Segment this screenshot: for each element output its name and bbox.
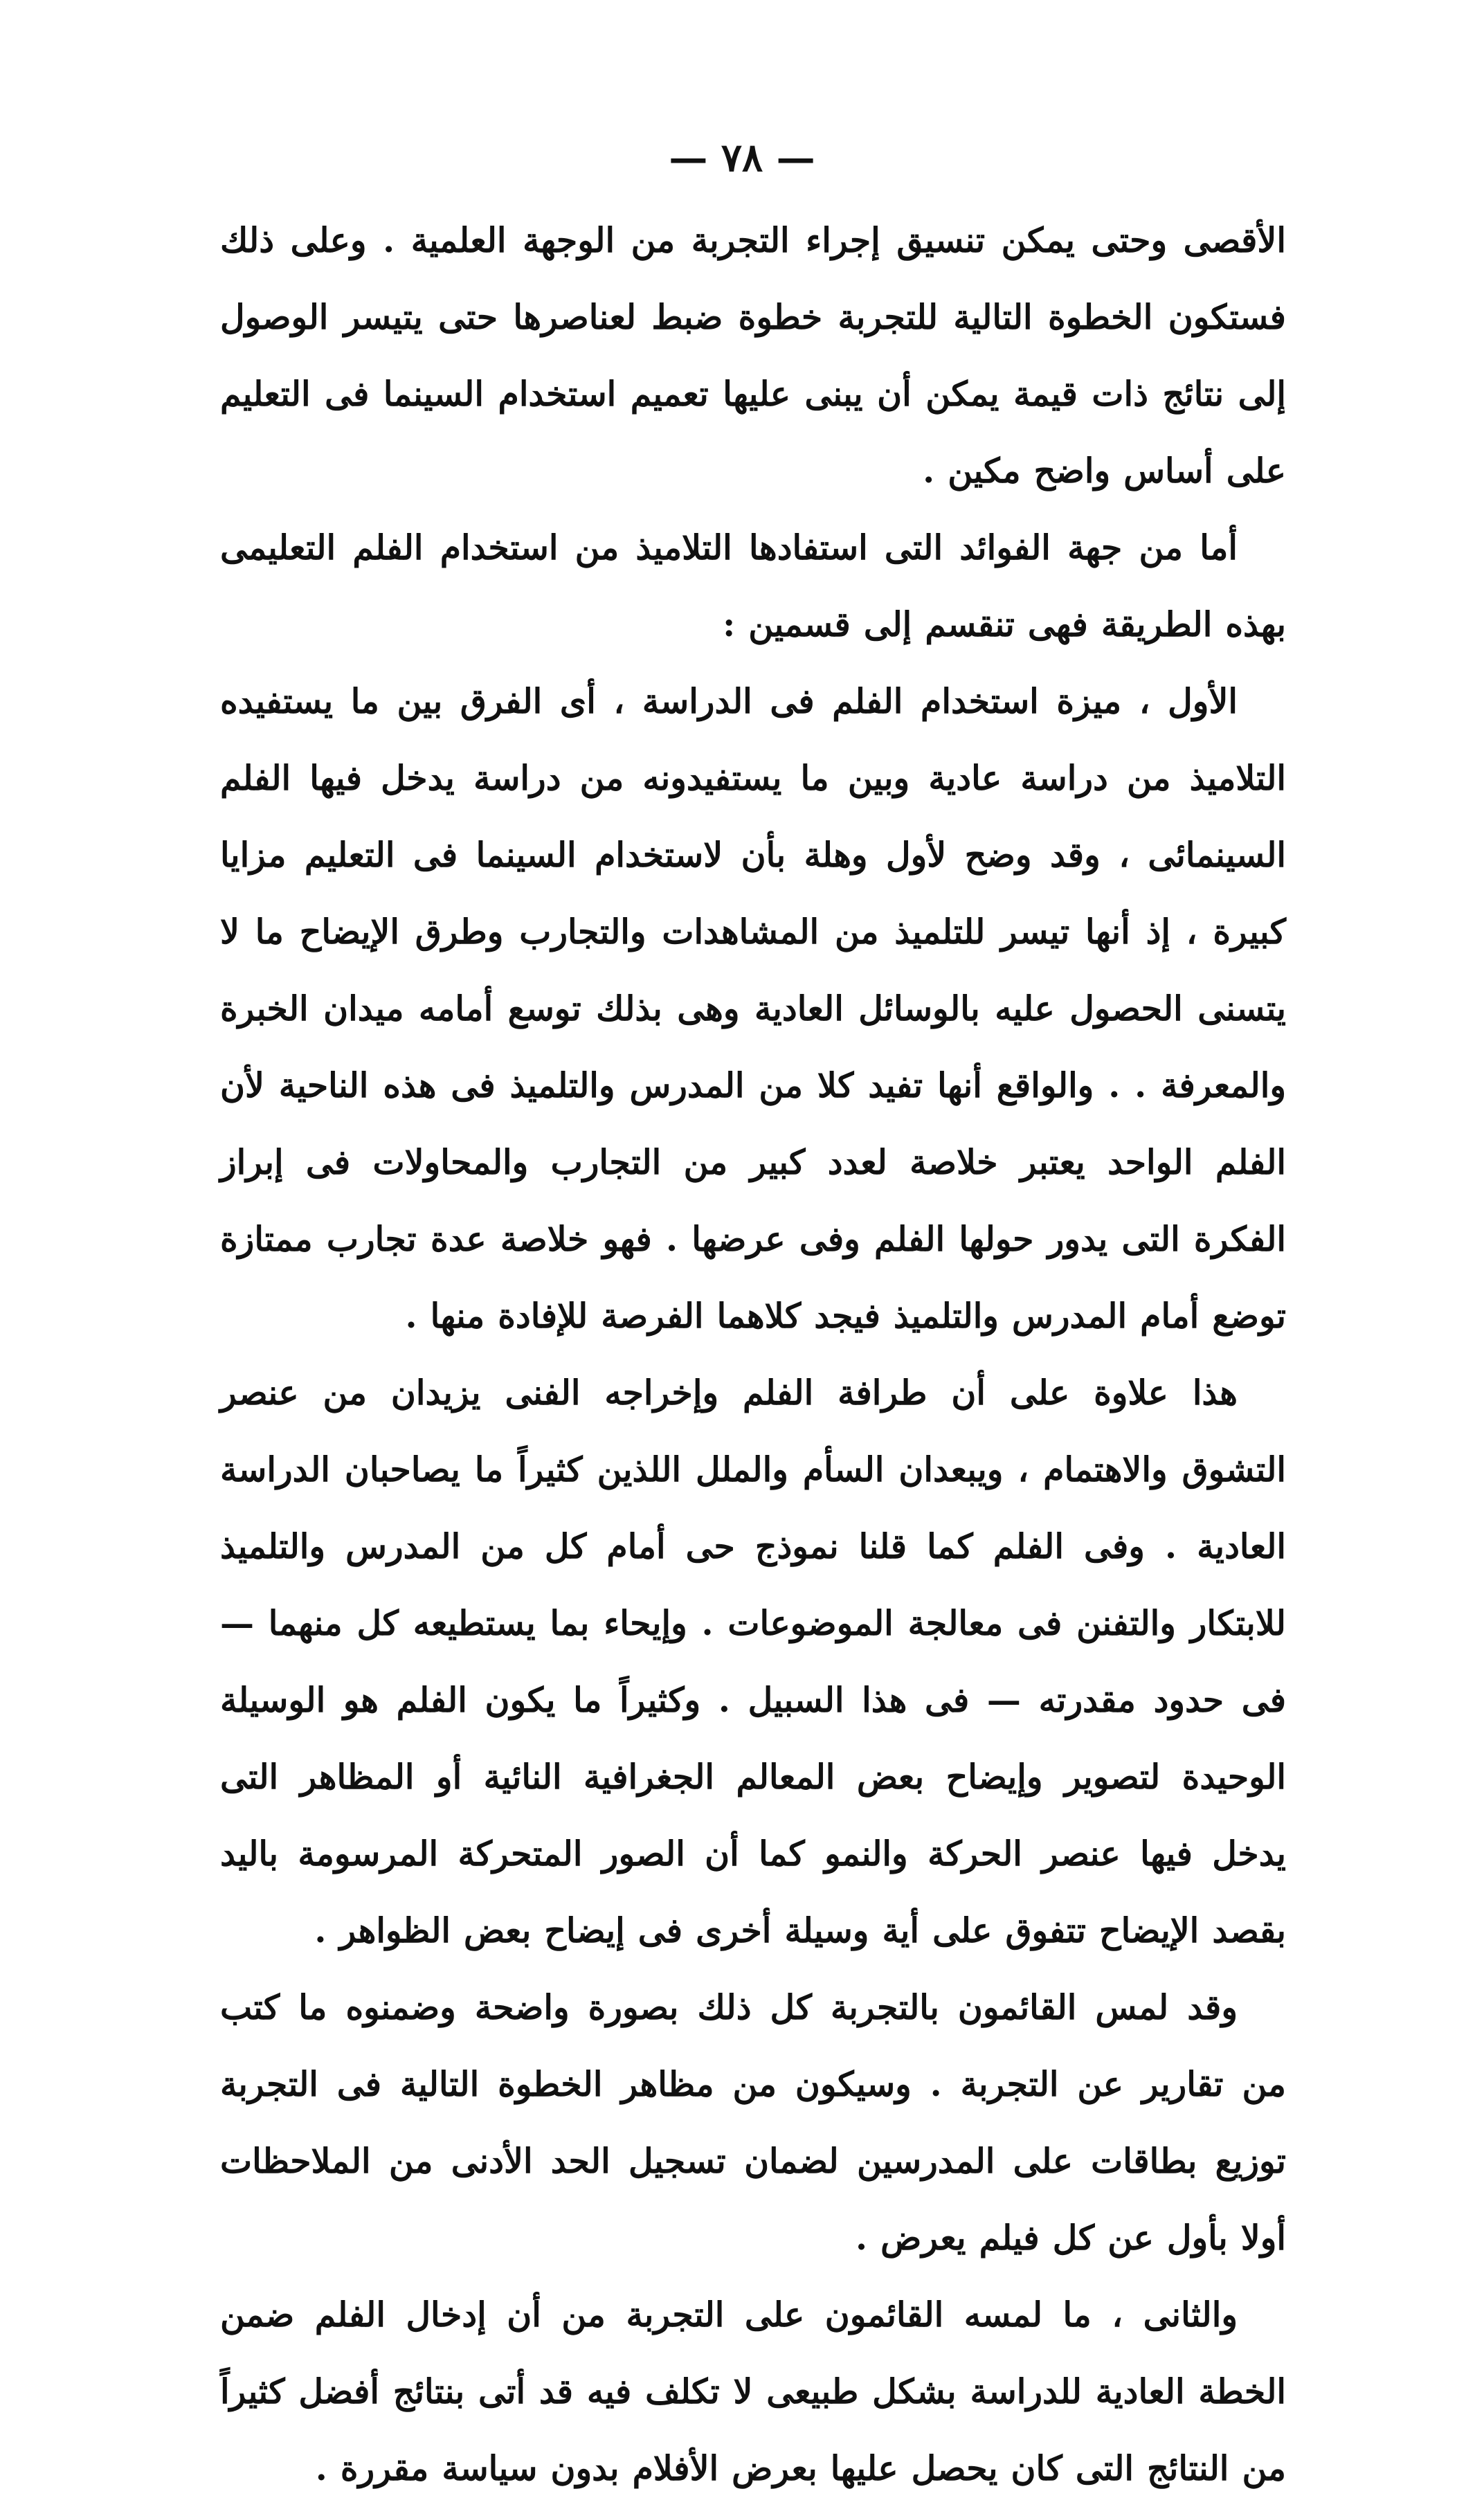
paragraph-reports: وقد لمس القائمون بالتجربة كل ذلك بصورة واضحة وضمنوه ما كتب من تقارير عن التجربة . وسيكون من مظاهر الخطوة التالية فى التجربة توزيع بطاقات على المدرسين لضمان تسجيل الحد الأدنى من الملاحظات أولا بأول عن كل فيلم يعرض . bbox=[220, 1987, 1286, 2258]
document-body bbox=[220, 202, 1286, 2507]
paragraph-second-benefit: والثانى ، ما لمسه القائمون على التجربة من أن إدخال الفلم ضمن الخطة العادية للدراسة بشكل طبيعى لا تكلف فيه قد أتى بنتائج أفضل كثيراً من النتائج التى كان يحصل عليها بعرض الأفلام بدون سياسة مقررة . bbox=[220, 2295, 1286, 2488]
paragraph-continuation: الأقصى وحتى يمكن تنسيق إجراء التجربة من الوجهة العلمية . وعلى ذلك فستكون الخطوة التالية للتجربة خطوة ضبط لعناصرها حتى يتيسر الوصول إلى نتائج ذات قيمة يمكن أن يبنى عليها تعميم استخدام السينما فى التعليم على أساس واضح مكين . bbox=[220, 220, 1286, 491]
page-number: — ٧٨ — bbox=[669, 135, 815, 181]
paragraph-interest: هذا علاوة على أن طرافة الفلم وإخراجه الفنى يزيدان من عنصر التشوق والاهتمام ، ويبعدان السأم والملل اللذين كثيراً ما يصاحبان الدراسة العادية . وفى الفلم كما قلنا نموذج حى أمام كل من المدرس والتلميذ للابتكار والتفنن فى معالجة الموضوعات . وإيحاء بما يستطيعه كل منهما — فى حدود مقدرته — فى هذا السبيل . وكثيراً ما يكون الفلم هو الوسيلة الوحيدة لتصوير وإيضاح بعض المعالم الجغرافية النائية أو المظاهر التى يدخل فيها عنصر الحركة والنمو كما أن الصور المتحركة المرسومة باليد بقصد الإيضاح تتفوق على أية وسيلة أخرى فى إيضاح بعض الظواهر . bbox=[220, 1373, 1286, 1951]
paragraph-first-benefit: الأول ، ميزة استخدام الفلم فى الدراسة ، أى الفرق بين ما يستفيده التلاميذ من دراسة عادية وبين ما يستفيدونه من دراسة يدخل فيها الفلم السينمائى ، وقد وضح لأول وهلة بأن لاستخدام السينما فى التعليم مزايا كبيرة ، إذ أنها تيسر للتلميذ من المشاهدات والتجارب وطرق الإيضاح ما لا يتسنى الحصول عليه بالوسائل العادية وهى بذلك توسع أمامه ميدان الخبرة والمعرفة . . والواقع أنها تفيد كلا من المدرس والتلميذ فى هذه الناحية لأن الفلم الواحد يعتبر خلاصة لعدد كبير من التجارب والمحاولات فى إبراز الفكرة التى يدور حولها الفلم وفى عرضها . فهو خلاصة عدة تجارب ممتازة توضع أمام المدرس والتلميذ فيجد كلاهما الفرصة للإفادة منها . bbox=[220, 681, 1286, 1336]
paragraph-benefits-intro: أما من جهة الفوائد التى استفادها التلاميذ من استخدام الفلم التعليمى بهذه الطريقة فهى تنقسم إلى قسمين : bbox=[220, 527, 1286, 644]
